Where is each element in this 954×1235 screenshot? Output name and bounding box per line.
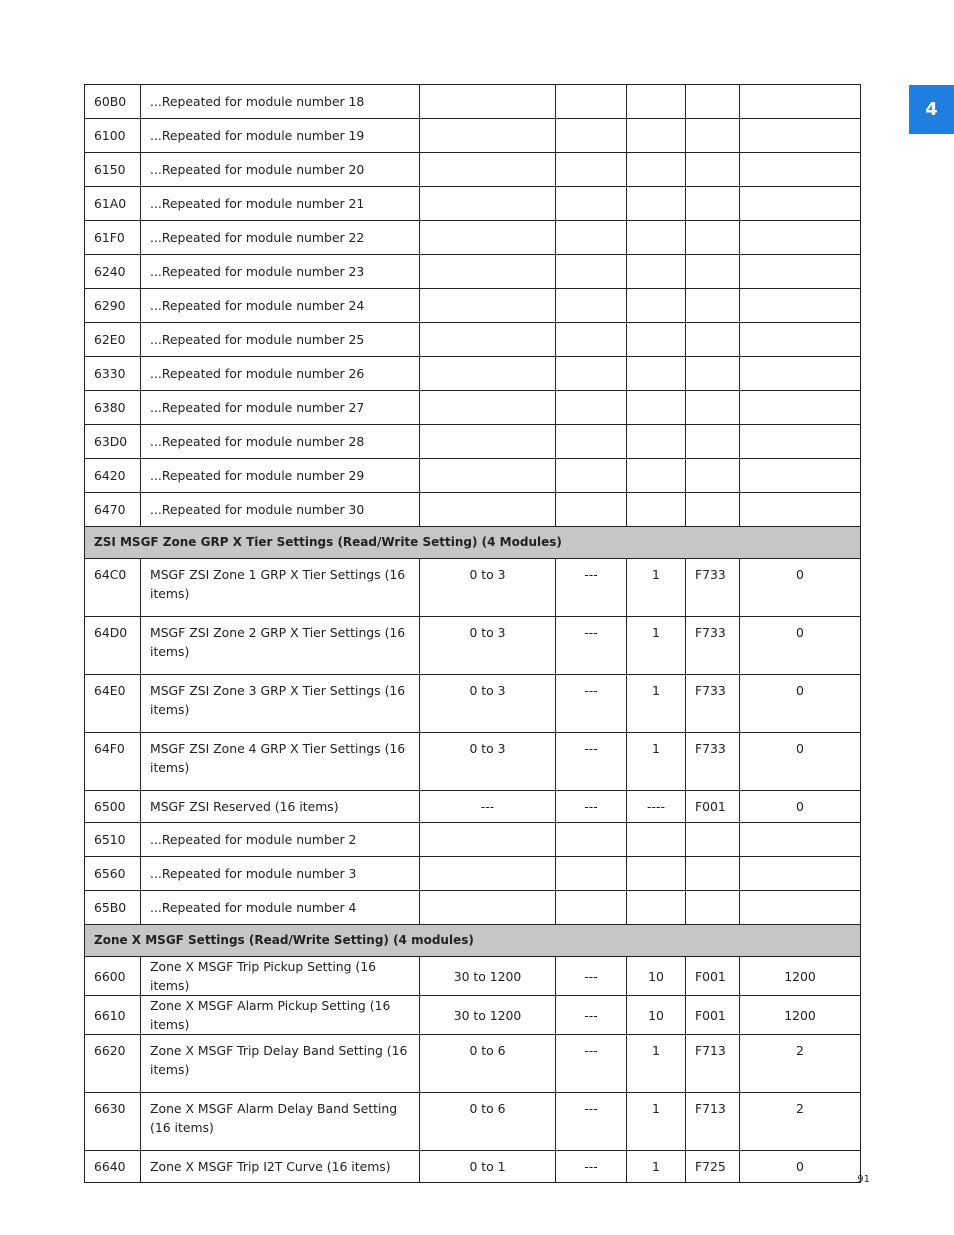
default-cell <box>740 857 861 891</box>
address-cell: 64C0 <box>85 559 141 617</box>
units-cell: --- <box>556 617 627 675</box>
description-cell: MSGF ZSI Zone 1 GRP X Tier Settings (16 items) <box>141 559 420 617</box>
step-cell: ---- <box>627 791 686 823</box>
address-cell: 61F0 <box>85 221 141 255</box>
format-cell <box>686 459 740 493</box>
default-cell: 2 <box>740 1035 861 1093</box>
table-row <box>85 357 861 391</box>
step-cell <box>627 425 686 459</box>
page-number: 91 <box>857 1174 870 1185</box>
default-cell <box>740 493 861 527</box>
units-cell <box>556 187 627 221</box>
step-cell: 10 <box>627 996 686 1035</box>
step-cell <box>627 255 686 289</box>
default-cell <box>740 221 861 255</box>
units-cell <box>556 221 627 255</box>
description-cell: ...Repeated for module number 2 <box>141 823 420 857</box>
range-cell <box>420 85 556 119</box>
default-cell: 0 <box>740 617 861 675</box>
units-cell <box>556 289 627 323</box>
default-cell: 0 <box>740 791 861 823</box>
format-cell: F725 <box>686 1151 740 1183</box>
units-cell: --- <box>556 1151 627 1183</box>
step-cell <box>627 493 686 527</box>
range-cell: 30 to 1200 <box>420 957 556 996</box>
default-cell: 1200 <box>740 957 861 996</box>
format-cell: F733 <box>686 733 740 791</box>
step-cell: 10 <box>627 957 686 996</box>
range-cell: 30 to 1200 <box>420 996 556 1035</box>
table-row <box>85 617 861 675</box>
units-cell <box>556 255 627 289</box>
units-cell: --- <box>556 675 627 733</box>
format-cell: F001 <box>686 791 740 823</box>
default-cell <box>740 187 861 221</box>
step-cell <box>627 153 686 187</box>
table-row <box>85 857 861 891</box>
table-row <box>85 1093 861 1151</box>
table-row <box>85 221 861 255</box>
table-row <box>85 323 861 357</box>
description-cell: MSGF ZSI Zone 4 GRP X Tier Settings (16 items) <box>141 733 420 791</box>
range-cell <box>420 857 556 891</box>
chapter-tab-number: 4 <box>925 99 938 120</box>
address-cell: 61A0 <box>85 187 141 221</box>
default-cell: 0 <box>740 559 861 617</box>
table-row <box>85 891 861 925</box>
format-cell <box>686 891 740 925</box>
default-cell <box>740 323 861 357</box>
description-cell: ...Repeated for module number 22 <box>141 221 420 255</box>
table-row <box>85 85 861 119</box>
address-cell: 64D0 <box>85 617 141 675</box>
chapter-tab <box>909 85 954 134</box>
step-cell <box>627 221 686 255</box>
address-cell: 6510 <box>85 823 141 857</box>
range-cell <box>420 153 556 187</box>
description-cell: Zone X MSGF Trip I2T Curve (16 items) <box>141 1151 420 1183</box>
description-cell: ...Repeated for module number 26 <box>141 357 420 391</box>
range-cell <box>420 289 556 323</box>
description-cell: ...Repeated for module number 18 <box>141 85 420 119</box>
units-cell <box>556 119 627 153</box>
description-cell: ...Repeated for module number 4 <box>141 891 420 925</box>
address-cell: 6620 <box>85 1035 141 1093</box>
range-cell <box>420 255 556 289</box>
address-cell: 6500 <box>85 791 141 823</box>
table-row <box>85 119 861 153</box>
description-cell: ...Repeated for module number 25 <box>141 323 420 357</box>
step-cell <box>627 119 686 153</box>
step-cell <box>627 823 686 857</box>
address-cell: 6380 <box>85 391 141 425</box>
description-cell: ...Repeated for module number 3 <box>141 857 420 891</box>
units-cell: --- <box>556 733 627 791</box>
description-cell: ...Repeated for module number 30 <box>141 493 420 527</box>
units-cell <box>556 357 627 391</box>
table-row <box>85 1035 861 1093</box>
table-row <box>85 459 861 493</box>
range-cell <box>420 425 556 459</box>
format-cell <box>686 857 740 891</box>
description-cell: ...Repeated for module number 23 <box>141 255 420 289</box>
table-row <box>85 675 861 733</box>
description-cell: ...Repeated for module number 21 <box>141 187 420 221</box>
range-cell: 0 to 6 <box>420 1035 556 1093</box>
step-cell: 1 <box>627 617 686 675</box>
default-cell <box>740 153 861 187</box>
step-cell: 1 <box>627 1035 686 1093</box>
address-cell: 6240 <box>85 255 141 289</box>
description-cell: ...Repeated for module number 29 <box>141 459 420 493</box>
format-cell <box>686 391 740 425</box>
step-cell <box>627 187 686 221</box>
units-cell: --- <box>556 957 627 996</box>
description-cell: Zone X MSGF Trip Delay Band Setting (16 items) <box>141 1035 420 1093</box>
range-cell: 0 to 3 <box>420 675 556 733</box>
table-row <box>85 255 861 289</box>
table-row <box>85 289 861 323</box>
table-row <box>85 187 861 221</box>
default-cell <box>740 289 861 323</box>
format-cell: F733 <box>686 559 740 617</box>
format-cell <box>686 357 740 391</box>
format-cell <box>686 425 740 459</box>
default-cell <box>740 119 861 153</box>
range-cell <box>420 891 556 925</box>
description-cell: MSGF ZSI Reserved (16 items) <box>141 791 420 823</box>
step-cell <box>627 391 686 425</box>
range-cell <box>420 221 556 255</box>
units-cell <box>556 459 627 493</box>
format-cell: F733 <box>686 675 740 733</box>
units-cell <box>556 891 627 925</box>
format-cell: F713 <box>686 1035 740 1093</box>
description-cell: Zone X MSGF Alarm Pickup Setting (16 items) <box>141 996 420 1035</box>
address-cell: 63D0 <box>85 425 141 459</box>
table-row <box>85 791 861 823</box>
step-cell <box>627 459 686 493</box>
description-cell: MSGF ZSI Zone 3 GRP X Tier Settings (16 items) <box>141 675 420 733</box>
address-cell: 65B0 <box>85 891 141 925</box>
format-cell <box>686 823 740 857</box>
range-cell <box>420 459 556 493</box>
default-cell <box>740 255 861 289</box>
table-row <box>85 391 861 425</box>
step-cell <box>627 357 686 391</box>
table-row <box>85 1151 861 1183</box>
units-cell <box>556 153 627 187</box>
units-cell: --- <box>556 1093 627 1151</box>
step-cell: 1 <box>627 675 686 733</box>
address-cell: 6600 <box>85 957 141 996</box>
table-row <box>85 733 861 791</box>
range-cell: 0 to 3 <box>420 733 556 791</box>
default-cell: 0 <box>740 733 861 791</box>
table-row <box>85 823 861 857</box>
range-cell <box>420 187 556 221</box>
default-cell <box>740 823 861 857</box>
address-cell: 62E0 <box>85 323 141 357</box>
units-cell <box>556 323 627 357</box>
default-cell: 0 <box>740 675 861 733</box>
range-cell: 0 to 1 <box>420 1151 556 1183</box>
format-cell <box>686 493 740 527</box>
range-cell: 0 to 6 <box>420 1093 556 1151</box>
default-cell <box>740 357 861 391</box>
section-title: Zone X MSGF Settings (Read/Write Setting) (4 modules) <box>85 925 861 957</box>
default-cell: 2 <box>740 1093 861 1151</box>
range-cell: 0 to 3 <box>420 617 556 675</box>
step-cell <box>627 857 686 891</box>
modbus-register-table <box>84 84 861 1183</box>
table-row <box>85 957 861 996</box>
default-cell: 1200 <box>740 996 861 1035</box>
description-cell: ...Repeated for module number 24 <box>141 289 420 323</box>
range-cell <box>420 493 556 527</box>
table-row <box>85 425 861 459</box>
format-cell: F001 <box>686 996 740 1035</box>
step-cell: 1 <box>627 559 686 617</box>
address-cell: 6290 <box>85 289 141 323</box>
format-cell <box>686 323 740 357</box>
range-cell: --- <box>420 791 556 823</box>
table-row <box>85 153 861 187</box>
description-cell: Zone X MSGF Alarm Delay Band Setting (16 items) <box>141 1093 420 1151</box>
description-cell: ...Repeated for module number 20 <box>141 153 420 187</box>
description-cell: Zone X MSGF Trip Pickup Setting (16 items) <box>141 957 420 996</box>
address-cell: 6640 <box>85 1151 141 1183</box>
units-cell <box>556 425 627 459</box>
step-cell <box>627 85 686 119</box>
address-cell: 6420 <box>85 459 141 493</box>
format-cell <box>686 119 740 153</box>
format-cell: F001 <box>686 957 740 996</box>
step-cell <box>627 323 686 357</box>
units-cell: --- <box>556 791 627 823</box>
address-cell: 6330 <box>85 357 141 391</box>
step-cell: 1 <box>627 1093 686 1151</box>
default-cell <box>740 459 861 493</box>
units-cell <box>556 823 627 857</box>
units-cell <box>556 85 627 119</box>
default-cell <box>740 391 861 425</box>
units-cell: --- <box>556 996 627 1035</box>
address-cell: 6470 <box>85 493 141 527</box>
units-cell <box>556 391 627 425</box>
step-cell <box>627 289 686 323</box>
format-cell <box>686 255 740 289</box>
range-cell <box>420 119 556 153</box>
range-cell <box>420 357 556 391</box>
table-row <box>85 493 861 527</box>
table-row <box>85 996 861 1035</box>
default-cell: 0 <box>740 1151 861 1183</box>
range-cell <box>420 823 556 857</box>
address-cell: 6610 <box>85 996 141 1035</box>
section-header-row <box>85 925 861 957</box>
address-cell: 6630 <box>85 1093 141 1151</box>
section-title: ZSI MSGF Zone GRP X Tier Settings (Read/Write Setting) (4 Modules) <box>85 527 861 559</box>
format-cell <box>686 187 740 221</box>
description-cell: ...Repeated for module number 19 <box>141 119 420 153</box>
format-cell: F733 <box>686 617 740 675</box>
range-cell <box>420 391 556 425</box>
address-cell: 6100 <box>85 119 141 153</box>
description-cell: ...Repeated for module number 27 <box>141 391 420 425</box>
address-cell: 6560 <box>85 857 141 891</box>
format-cell <box>686 289 740 323</box>
range-cell: 0 to 3 <box>420 559 556 617</box>
default-cell <box>740 425 861 459</box>
table-row <box>85 559 861 617</box>
default-cell <box>740 85 861 119</box>
default-cell <box>740 891 861 925</box>
address-cell: 64F0 <box>85 733 141 791</box>
address-cell: 60B0 <box>85 85 141 119</box>
format-cell <box>686 85 740 119</box>
units-cell <box>556 493 627 527</box>
section-header-row <box>85 527 861 559</box>
format-cell: F713 <box>686 1093 740 1151</box>
description-cell: ...Repeated for module number 28 <box>141 425 420 459</box>
step-cell: 1 <box>627 1151 686 1183</box>
step-cell: 1 <box>627 733 686 791</box>
address-cell: 64E0 <box>85 675 141 733</box>
format-cell <box>686 221 740 255</box>
address-cell: 6150 <box>85 153 141 187</box>
units-cell: --- <box>556 559 627 617</box>
range-cell <box>420 323 556 357</box>
units-cell <box>556 857 627 891</box>
format-cell <box>686 153 740 187</box>
units-cell: --- <box>556 1035 627 1093</box>
description-cell: MSGF ZSI Zone 2 GRP X Tier Settings (16 items) <box>141 617 420 675</box>
step-cell <box>627 891 686 925</box>
